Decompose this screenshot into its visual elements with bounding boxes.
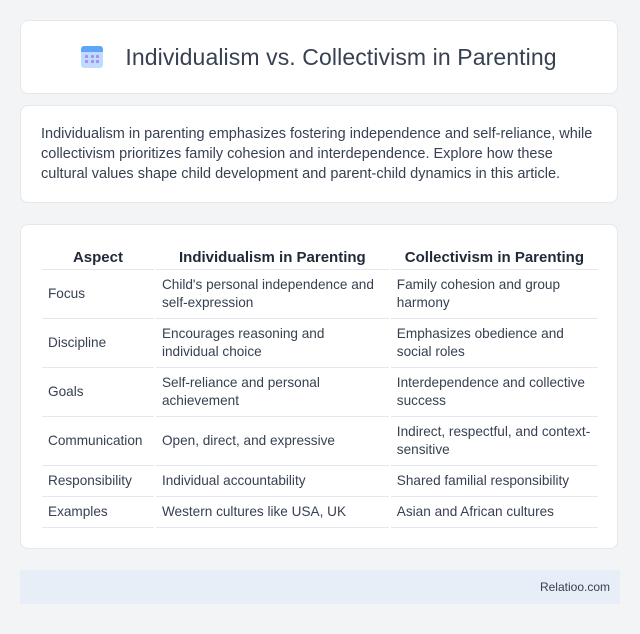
header-collectivism: Collectivism in Parenting — [391, 245, 598, 270]
row-collectivism: Indirect, respectful, and context-sensitive — [391, 417, 598, 466]
title-card — [20, 20, 618, 94]
row-individualism: Individual accountability — [156, 466, 389, 497]
row-individualism: Child's personal independence and self-expression — [156, 270, 389, 319]
comparison-table — [40, 245, 600, 528]
row-collectivism: Family cohesion and group harmony — [391, 270, 598, 319]
intro-paragraph: Individualism in parenting emphasizes fostering independence and self-reliance, while collectivism prioritizes family cohesion and interdependence. Explore how these cultural values shape child development and parent-child dynamics in this article. — [41, 126, 593, 182]
row-individualism: Encourages reasoning and individual choice — [156, 319, 389, 368]
table-row — [42, 417, 598, 466]
row-aspect: Discipline — [42, 319, 154, 368]
row-collectivism: Emphasizes obedience and social roles — [391, 319, 598, 368]
table-row — [42, 466, 598, 497]
table-header-row — [42, 245, 598, 270]
calendar-grid-icon — [81, 46, 103, 68]
row-individualism: Self-reliance and personal achievement — [156, 368, 389, 417]
page-title: Individualism vs. Collectivism in Parenting — [125, 43, 557, 70]
table-row — [42, 270, 598, 319]
header-individualism: Individualism in Parenting — [156, 245, 389, 270]
footer — [20, 570, 620, 604]
row-individualism: Open, direct, and expressive — [156, 417, 389, 466]
table-row — [42, 319, 598, 368]
row-aspect: Focus — [42, 270, 154, 319]
row-collectivism: Shared familial responsibility — [391, 466, 598, 497]
table-row — [42, 368, 598, 417]
title-wrap — [81, 44, 556, 71]
row-collectivism: Interdependence and collective success — [391, 368, 598, 417]
table-row — [42, 497, 598, 528]
row-aspect: Responsibility — [42, 466, 154, 497]
row-aspect: Goals — [42, 368, 154, 417]
intro-card — [20, 105, 618, 203]
row-collectivism: Asian and African cultures — [391, 497, 598, 528]
header-aspect: Aspect — [42, 245, 154, 270]
row-individualism: Western cultures like USA, UK — [156, 497, 389, 528]
row-aspect: Communication — [42, 417, 154, 466]
row-aspect: Examples — [42, 497, 154, 528]
comparison-table-card — [20, 224, 618, 549]
footer-brand: Relatioo.com — [539, 580, 610, 594]
